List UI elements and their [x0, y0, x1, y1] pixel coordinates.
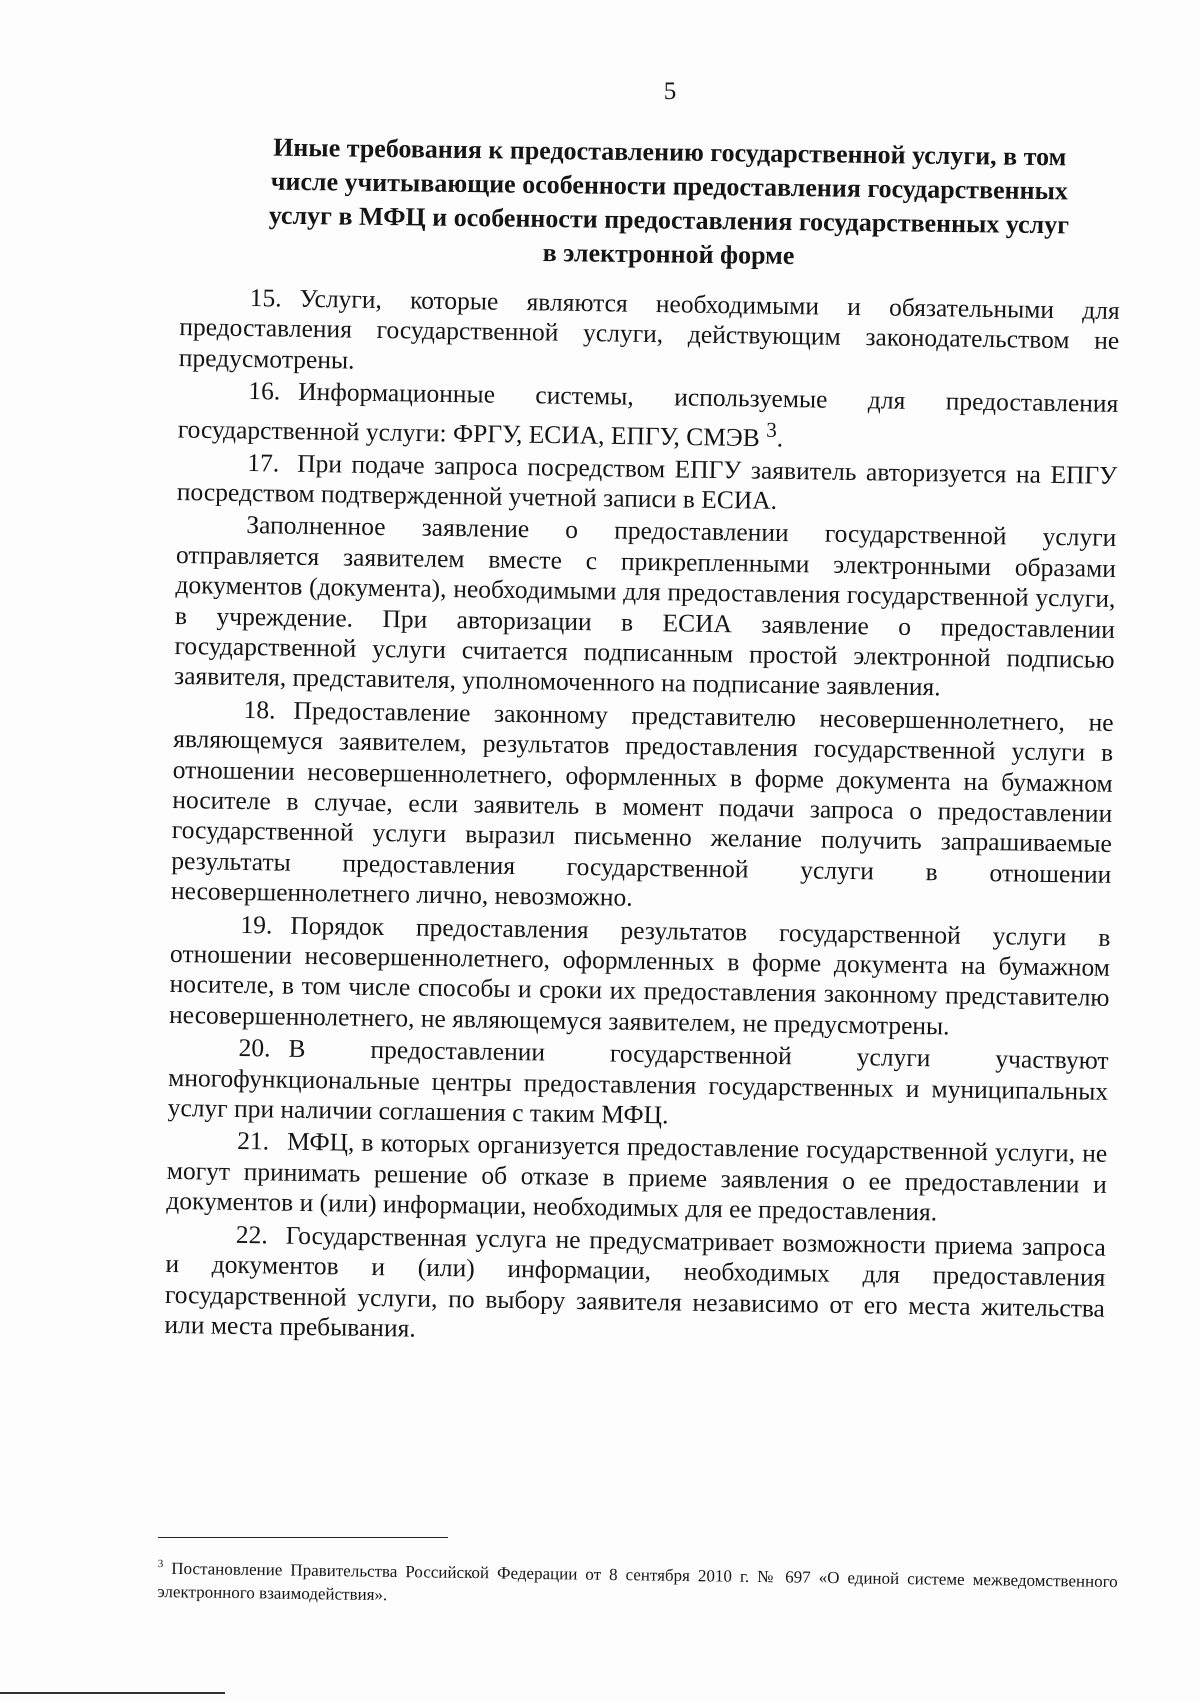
document-body [164, 282, 1120, 1356]
paragraph-22 [164, 1219, 1106, 1355]
paragraph-number: 15. [249, 283, 282, 313]
heading-line: услуг в МФЦ и особенности предоставления государственных услуг [268, 200, 1070, 240]
paragraph-text: Заполненное заявление о предоставлении государственной услуги отправляется заявителем вместе с прикрепленными электронными образами документов (документа), необходимыми для предоставления государственной услуги, в учреждение. При авторизации в ЕСИА заявление о предоставлении государственной услуги считается подписанным простой электронной подписью заявителя, представителя, уполномоченного на подписание заявления. [173, 510, 1117, 702]
paragraph-19 [169, 909, 1111, 1045]
paragraph-number: 17. [247, 447, 280, 478]
paragraph-text: В предоставлении государственной услуги участвуют многофункциональные центры предоставления государственных и муниципальных услуг при наличии соглашения с таким МФЦ. [167, 1033, 1109, 1130]
footnote-reference[interactable]: 3 [766, 417, 778, 442]
footnote-separator [158, 1537, 448, 1538]
paragraph-number: 18. [243, 694, 276, 725]
heading-line: числе учитывающие особенности предоставления государственных [270, 166, 1069, 206]
paragraph-number: 22. [235, 1219, 268, 1250]
paragraph-16 [178, 375, 1119, 458]
paragraph-tail: . [776, 422, 784, 453]
paragraph-text: Предоставление законному представителю несовершеннолетнего, не являющемуся заявителем, результатов предоставления государственной услуги в отношении несовершеннолетнего, оформленных в форме документа на бумажном носителе в случае, если заявитель в момент подачи запроса о предоставлении государственной услуги выразил письменно желание получить запрашиваемые результаты предоставления государственной услуги в отношении несовершеннолетнего лично, невозможно. [170, 695, 1114, 912]
paragraph-text: Государственная услуга не предусматривает возможности приема запроса и документов и (или) информации, необходимых для предоставления государственной услуги, по выбору заявителя независимо от его места жительства или места пребывания. [164, 1220, 1107, 1343]
paragraph-number: 19. [240, 909, 273, 940]
paragraph-17 [177, 447, 1118, 522]
footnote [157, 1553, 1118, 1616]
paragraph-text: При подаче запроса посредством ЕПГУ заявитель авторизуется на ЕПГУ посредством подтвержденной учетной записи в ЕСИА. [176, 448, 1118, 515]
paragraph-21 [166, 1125, 1107, 1230]
paragraph-18 [171, 694, 1114, 921]
paragraph-text: Порядок предоставления результатов государственной услуги в отношении несовершеннолетнего, оформленных в форме документа на бумажном носителе, в том числе способы и сроки их предоставления законному представителю несовершеннолетнего, не являющемуся заявителем, не предусмотрены. [168, 910, 1111, 1041]
footnote-mark: 3 [157, 1557, 164, 1571]
paragraph-text: Услуги, которые являются необходимыми и обязательными для предоставления государственной услуги, действующим законодательством не предусмотрены. [178, 283, 1120, 375]
paragraph-number: 20. [238, 1033, 271, 1063]
paragraph-15 [179, 282, 1120, 387]
paragraph-text: МФЦ, в которых организуется предоставление государственной услуги, не могут принимать решение об отказе в приеме заявления о ее предоставлении и документов и (или) информации, необходимых для ее предоставления. [166, 1127, 1108, 1227]
page-number: 5 [663, 78, 677, 105]
heading-line: в электронной форме [542, 237, 795, 271]
scan-edge-line [0, 1692, 225, 1694]
paragraph-20 [168, 1032, 1109, 1137]
paragraph-text: Информационные системы, используемые для предоставления государственной услуги: ФРГУ, ЕСИА, ЕПГУ, СМЭВ [177, 376, 1119, 452]
paragraph-number: 16. [248, 376, 281, 406]
heading-line: Иные требования к предоставлению государственной услуги, в том [272, 132, 1067, 172]
paragraph-17-continuation [174, 509, 1117, 705]
section-heading [218, 130, 1120, 277]
paragraph-number: 21. [237, 1126, 270, 1156]
footnote-text: Постановление Правительства Российской Федерации от 8 сентября 2010 г. № 697 «О единой системе межведомственного электронного взаимодействия». [157, 1558, 1118, 1604]
